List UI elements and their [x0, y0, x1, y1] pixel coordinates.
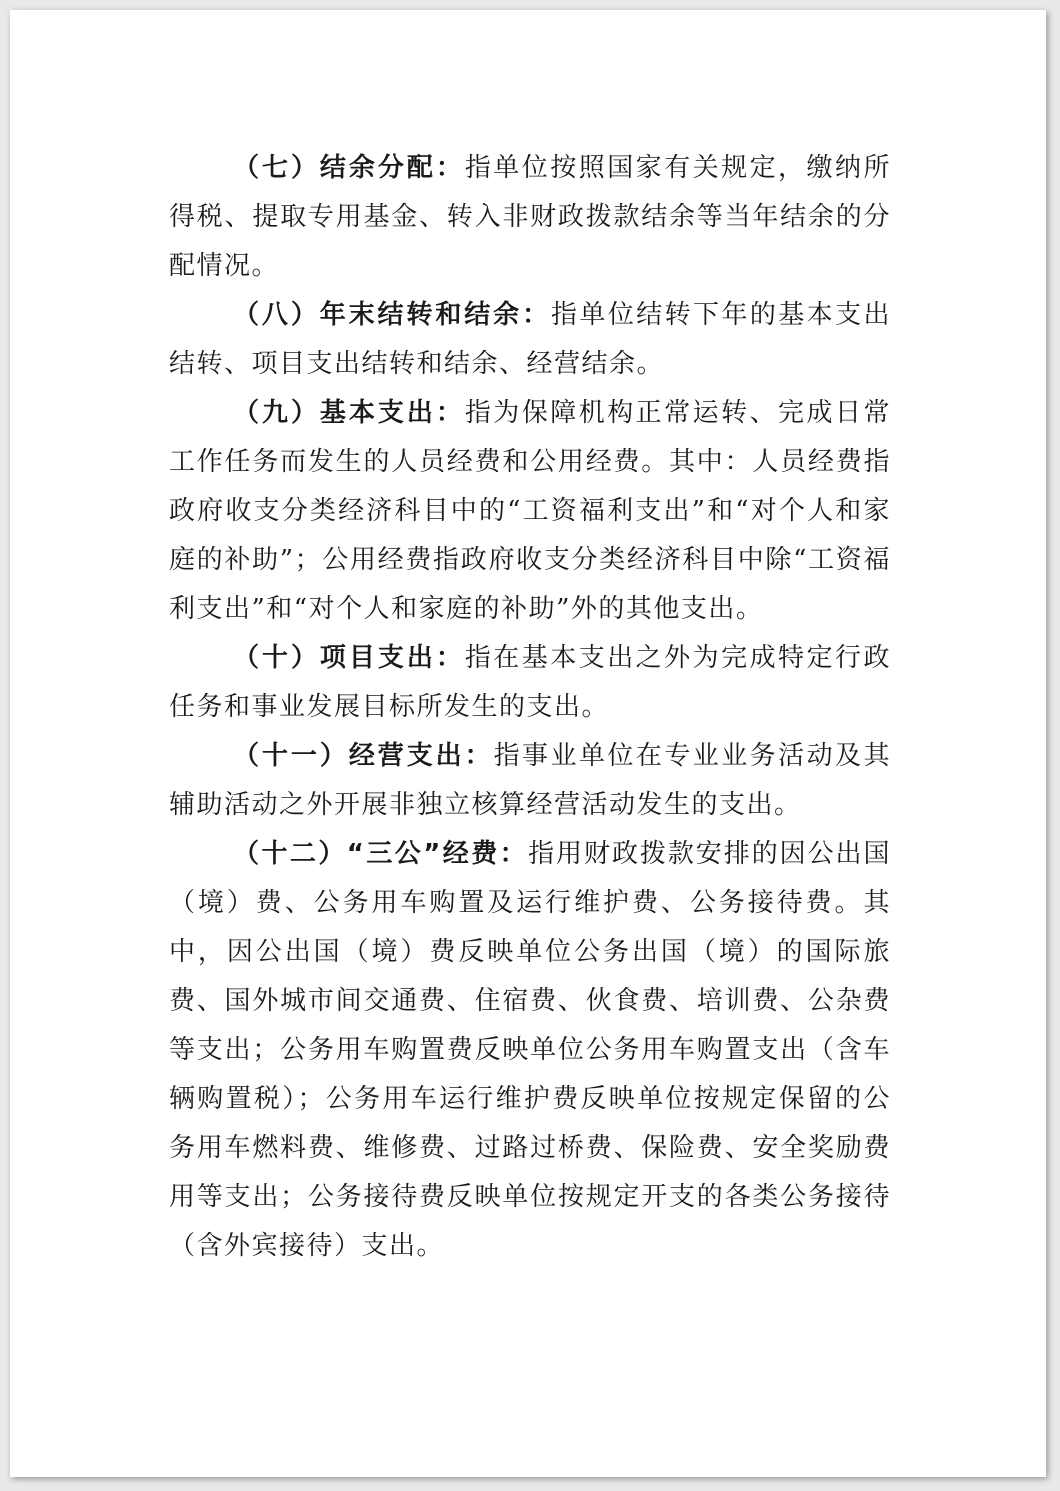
- document-body: [169, 144, 891, 1271]
- term-heading: （八）年末结转和结余：: [233, 300, 551, 330]
- term-definition: 指单位按照国家有关规定，缴纳所得税、提取专用基金、转入非财政拨款结余等当年结余的分配情况。: [169, 153, 891, 281]
- paragraph-operating-expenditure: [169, 732, 891, 830]
- term-heading: （九）基本支出：: [233, 398, 465, 428]
- term-heading: （十二）“三公”经费：: [233, 839, 529, 869]
- term-heading: （十一）经营支出：: [233, 741, 494, 771]
- paragraph-surplus-distribution: [169, 144, 891, 291]
- term-heading: （七）结余分配：: [233, 153, 465, 183]
- document-page: [10, 10, 1046, 1477]
- paragraph-basic-expenditure: [169, 389, 891, 634]
- term-definition: 指用财政拨款安排的因公出国（境）费、公务用车购置及运行维护费、公务接待费。其中，因公出国（境）费反映单位公务出国（境）的国际旅费、国外城市间交通费、住宿费、伙食费、培训费、公杂费等支出；公务用车购置费反映单位公务用车购置支出（含车辆购置税）；公务用车运行维护费反映单位按规定保留的公务用车燃料费、维修费、过路过桥费、保险费、安全奖励费用等支出；公务接待费反映单位按规定开支的各类公务接待（含外宾接待）支出。: [169, 839, 891, 1261]
- term-definition: 指单位结转下年的基本支出结转、项目支出结转和结余、经营结余。: [169, 300, 891, 379]
- term-definition: 指在基本支出之外为完成特定行政任务和事业发展目标所发生的支出。: [169, 643, 891, 722]
- term-definition: 指事业单位在专业业务活动及其辅助活动之外开展非独立核算经营活动发生的支出。: [169, 741, 891, 820]
- paragraph-three-public-expenses: [169, 830, 891, 1271]
- term-definition: 指为保障机构正常运转、完成日常工作任务而发生的人员经费和公用经费。其中：人员经费指政府收支分类经济科目中的“工资福利支出”和“对个人和家庭的补助”；公用经费指政府收支分类经济科目中除“工资福利支出”和“对个人和家庭的补助”外的其他支出。: [169, 398, 891, 624]
- term-heading: （十）项目支出：: [233, 643, 465, 673]
- paragraph-project-expenditure: [169, 634, 891, 732]
- paragraph-year-end-carryover: [169, 291, 891, 389]
